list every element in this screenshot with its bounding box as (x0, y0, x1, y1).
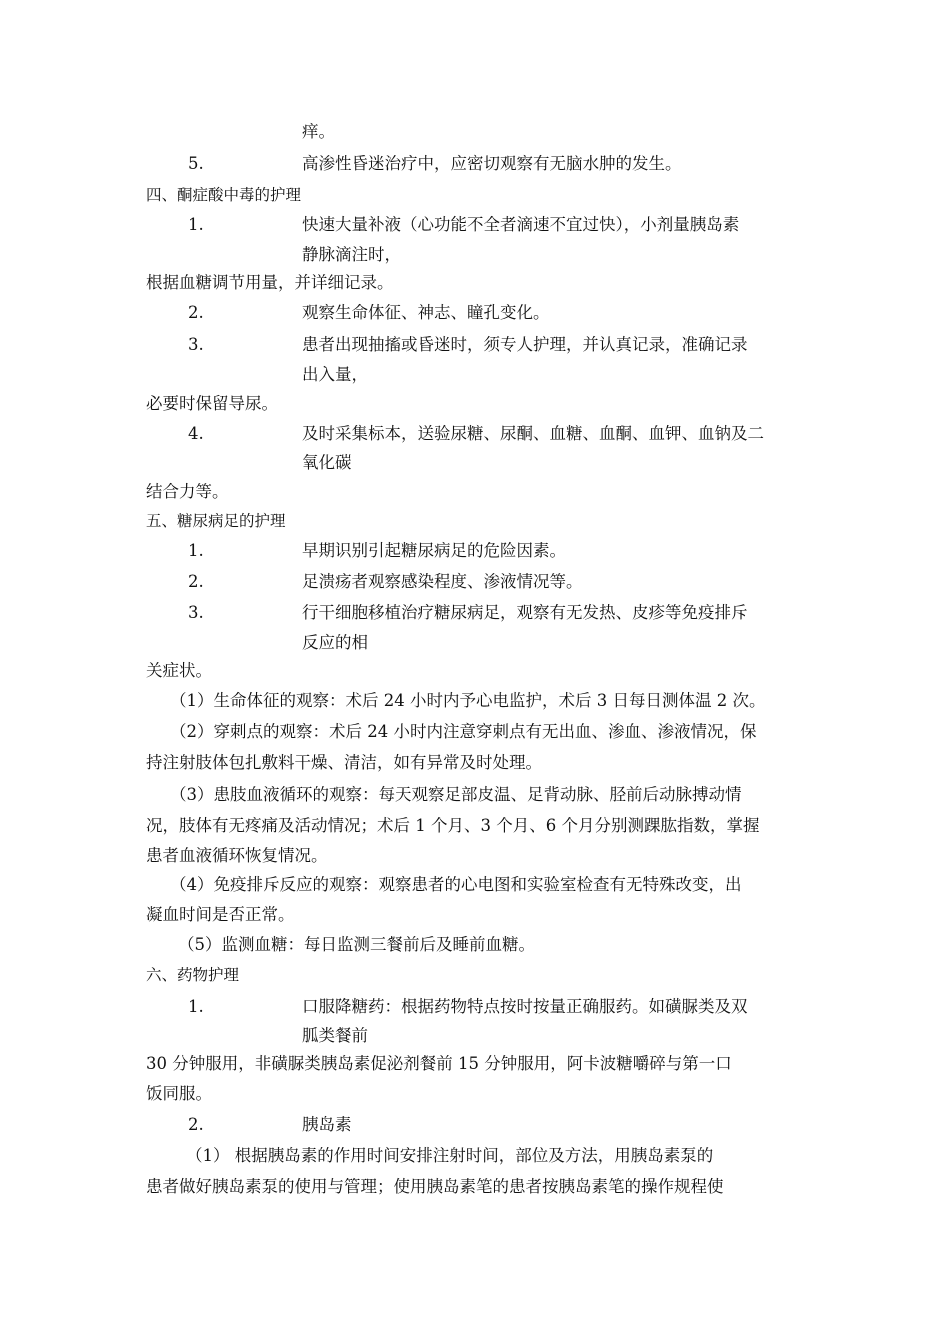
paragraph-line: 饭同服。 (146, 1084, 212, 1103)
paragraph-line: （3）患肢血液循环的观察：每天观察足部皮温、足背动脉、胫前后动脉搏动情 (170, 785, 742, 804)
paragraph-line: 根据血糖调节用量，并详细记录。 (146, 273, 394, 292)
list-number: 1. (188, 997, 204, 1016)
list-number: 3. (188, 335, 204, 354)
paragraph-line: （2）穿刺点的观察：术后 24 小时内注意穿刺点有无出血、渗血、渗液情况，保 (170, 722, 757, 741)
list-number: 2. (188, 303, 204, 322)
paragraph-line: 况，肢体有无疼痛及活动情况；术后 1 个月、3 个月、6 个月分别测踝肱指数，掌握 (146, 816, 760, 835)
paragraph-line: 患者做好胰岛素泵的使用与管理；使用胰岛素笔的患者按胰岛素笔的操作规程使 (146, 1177, 724, 1196)
list-item: 早期识别引起糖尿病足的危险因素。 (302, 541, 566, 560)
list-item-continued: 出入量， (302, 365, 368, 384)
paragraph-line: 患者血液循环恢复情况。 (146, 846, 328, 865)
section-heading-4: 四、酮症酸中毒的护理 (146, 186, 302, 204)
list-number: 2. (188, 572, 204, 591)
list-item: 口服降糖药：根据药物特点按时按量正确服药。如磺脲类及双 (302, 997, 748, 1016)
list-item: 高渗性昏迷治疗中，应密切观察有无脑水肿的发生。 (302, 154, 682, 173)
list-number: 3. (188, 603, 204, 622)
paragraph-line: （1） 根据胰岛素的作用时间安排注射时间，部位及方法，用胰岛素泵的 (186, 1146, 714, 1165)
paragraph-line: 关症状。 (146, 661, 212, 680)
paragraph-line: 结合力等。 (146, 482, 229, 501)
paragraph-line: （4）免疫排斥反应的观察：观察患者的心电图和实验室检查有无特殊改变，出 (170, 875, 742, 894)
section-heading-5: 五、糖尿病足的护理 (146, 512, 286, 530)
list-item: 及时采集标本，送验尿糖、尿酮、血糖、血酮、血钾、血钠及二 (302, 424, 764, 443)
paragraph-line: 必要时保留导尿。 (146, 394, 278, 413)
list-item-continued: 氧化碳 (302, 453, 352, 472)
list-item-continued: 胍类餐前 (302, 1026, 368, 1045)
list-number: 5. (188, 154, 204, 173)
paragraph-line: 持注射肢体包扎敷料干燥、清洁，如有异常及时处理。 (146, 753, 542, 772)
paragraph-line: （1）生命体征的观察：术后 24 小时内予心电监护，术后 3 日每日测体温 2 次。 (170, 691, 766, 710)
list-number: 1. (188, 541, 204, 560)
list-item: 观察生命体征、神志、瞳孔变化。 (302, 303, 550, 322)
list-item-continued: 反应的相 (302, 633, 368, 652)
paragraph-line: 30 分钟服用，非磺脲类胰岛素促泌剂餐前 15 分钟服用，阿卡波糖嚼碎与第一口 (146, 1054, 732, 1073)
list-item: 胰岛素 (302, 1115, 352, 1134)
section-heading-6: 六、药物护理 (146, 966, 240, 984)
list-item: 足溃疡者观察感染程度、渗液情况等。 (302, 572, 583, 591)
list-number: 1. (188, 215, 204, 234)
list-item: 行干细胞移植治疗糖尿病足，观察有无发热、皮疹等免疫排斥 (302, 603, 748, 622)
paragraph-line: （5）监测血糖：每日监测三餐前后及睡前血糖。 (178, 935, 535, 954)
list-item: 快速大量补液（心功能不全者滴速不宜过快），小剂量胰岛素 (302, 215, 740, 234)
list-number: 2. (188, 1115, 204, 1134)
paragraph-line: 凝血时间是否正常。 (146, 905, 295, 924)
list-number: 4. (188, 424, 204, 443)
list-item-continued: 静脉滴注时， (302, 245, 401, 264)
continued-text: 痒。 (302, 122, 335, 141)
list-item: 患者出现抽搐或昏迷时，须专人护理，并认真记录，准确记录 (302, 335, 748, 354)
